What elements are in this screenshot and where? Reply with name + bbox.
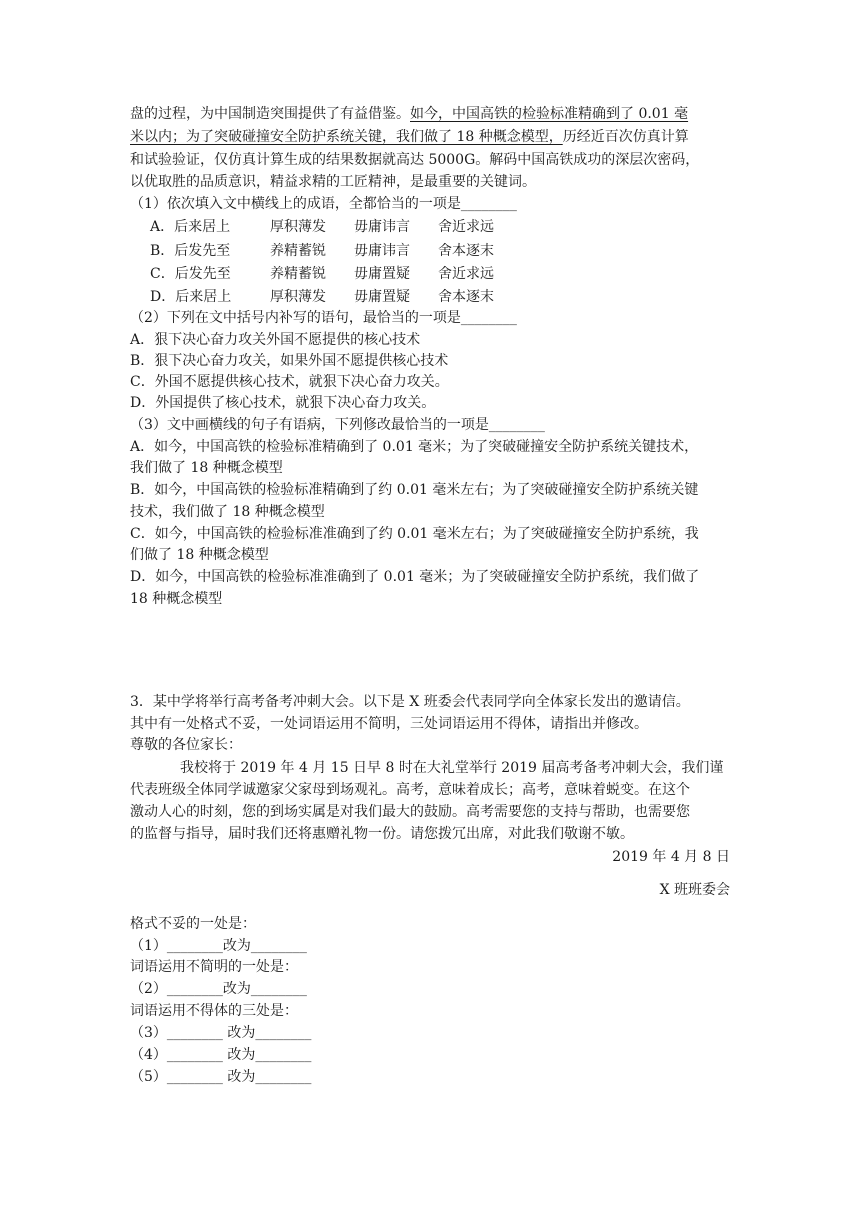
letter-body-line2: 代表班级全体同学诚邀家父家母到场观礼。高考，意味着成长；高考，意味着蜕变。在这个 (130, 782, 690, 798)
q3-stem: （3）文中画横线的句子有语病，下列修改最恰当的一项是________ (130, 417, 545, 433)
passage-text: 历经近百次仿真计算 (562, 129, 689, 145)
answer-line-4: （4）________ 改为________ (130, 1047, 312, 1063)
letter-body-line4: 的监督与指导，届时我们还将惠赠礼物一份。请您拨冗出席，对此我们敬谢不敏。 (130, 826, 634, 842)
q3-option-d-line2: 18 种概念模型 (130, 591, 223, 607)
letter-body-line3: 激动人心的时刻，您的到场实属是对我们最大的鼓励。高考需要您的支持与帮助，也需要您 (130, 804, 690, 820)
q2-option-c: C．外国不愿提供核心技术，就狠下决心奋力攻关。 (130, 374, 449, 390)
q3-option-a-line1: A．如今，中国高铁的检验标准精确到了 0.01 毫米；为了突破碰撞安全防护系统关键技术， (130, 439, 699, 455)
q2-option-a: A．狠下决心奋力攻关外国不愿提供的核心技术 (130, 332, 421, 348)
answer-line-5: （5）________ 改为________ (130, 1069, 312, 1085)
passage-line-2 (130, 127, 730, 147)
passage-text: 盘的过程，为中国制造突围提供了有益借鉴。 (130, 106, 410, 122)
q1-stem: （1）依次填入文中横线上的成语，全都恰当的一项是________ (130, 196, 517, 212)
answer-line-3: （3）________ 改为________ (130, 1025, 312, 1041)
q1-option-a: A．后来居上 厚积薄发 毋庸讳言 舍近求远 (150, 219, 494, 235)
q1-option-d: D．后来居上 厚积薄发 毋庸置疑 舍本逐末 (150, 289, 494, 305)
passage-line-3: 和试验验证，仅仿真计算生成的结果数据就高达 5000G。解码中国高铁成功的深层次密码， (130, 152, 700, 168)
concise-label: 词语运用不简明的一处是： (130, 959, 298, 975)
letter-body-line1: 我校将于 2019 年 4 月 15 日早 8 时在大礼堂举行 2019 届高考备考冲刺大会，我们谨 (180, 760, 724, 776)
q3-option-b-line2: 技术，我们做了 18 种概念模型 (130, 504, 325, 520)
q4-stem-line2: 其中有一处格式不妥，一处词语运用不简明，三处词语运用不得体，请指出并修改。 (130, 716, 648, 732)
q3-option-d-line1: D．如今，中国高铁的检验标准准确到了 0.01 毫米；为了突破碰撞安全防护系统，我们做了 (130, 569, 700, 585)
q4-stem-line1: 3．某中学将举行高考备考冲刺大会。以下是 X 班委会代表同学向全体家长发出的邀请信。 (130, 694, 690, 710)
passage-line-1 (130, 104, 730, 124)
answer-line-1: （1）________改为________ (130, 938, 307, 954)
q2-option-b: B．狠下决心奋力攻关，如果外国不愿提供核心技术 (130, 353, 449, 369)
underlined-sentence: 如今，中国高铁的检验标准精确到了 0.01 毫 (410, 106, 689, 122)
letter-salutation: 尊敬的各位家长： (130, 737, 242, 753)
q3-option-a-line2: 我们做了 18 种概念模型 (130, 460, 283, 476)
underlined-sentence: 米以内；为了突破碰撞安全防护系统关键，我们做了 18 种概念模型， (130, 129, 563, 145)
format-label: 格式不妥的一处是： (130, 916, 256, 932)
letter-signature: X 班班委会 (659, 882, 730, 898)
q3-option-c-line1: C．如今，中国高铁的检验标准准确到了约 0.01 毫米左右；为了突破碰撞安全防护系统，我 (130, 526, 699, 542)
q3-option-b-line1: B．如今，中国高铁的检验标准精确到了约 0.01 毫米左右；为了突破碰撞安全防护系统关键 (130, 482, 699, 498)
q1-option-b: B．后发先至 养精蓄锐 毋庸讳言 舍本逐末 (150, 243, 494, 259)
q3-option-c-line2: 们做了 18 种概念模型 (130, 547, 269, 563)
answer-line-2: （2）________改为________ (130, 981, 307, 997)
letter-date: 2019 年 4 月 8 日 (612, 849, 730, 865)
q2-stem: （2）下列在文中括号内补写的语句，最恰当的一项是________ (130, 310, 517, 326)
passage-line-4: 以优取胜的品质意识，精益求精的工匠精神，是最重要的关键词。 (130, 174, 536, 190)
q2-option-d: D．外国提供了核心技术，就狠下决心奋力攻关。 (130, 395, 436, 411)
decorum-label: 词语运用不得体的三处是： (130, 1003, 298, 1019)
q1-option-c: C．后发先至 养精蓄锐 毋庸置疑 舍近求远 (150, 266, 494, 282)
